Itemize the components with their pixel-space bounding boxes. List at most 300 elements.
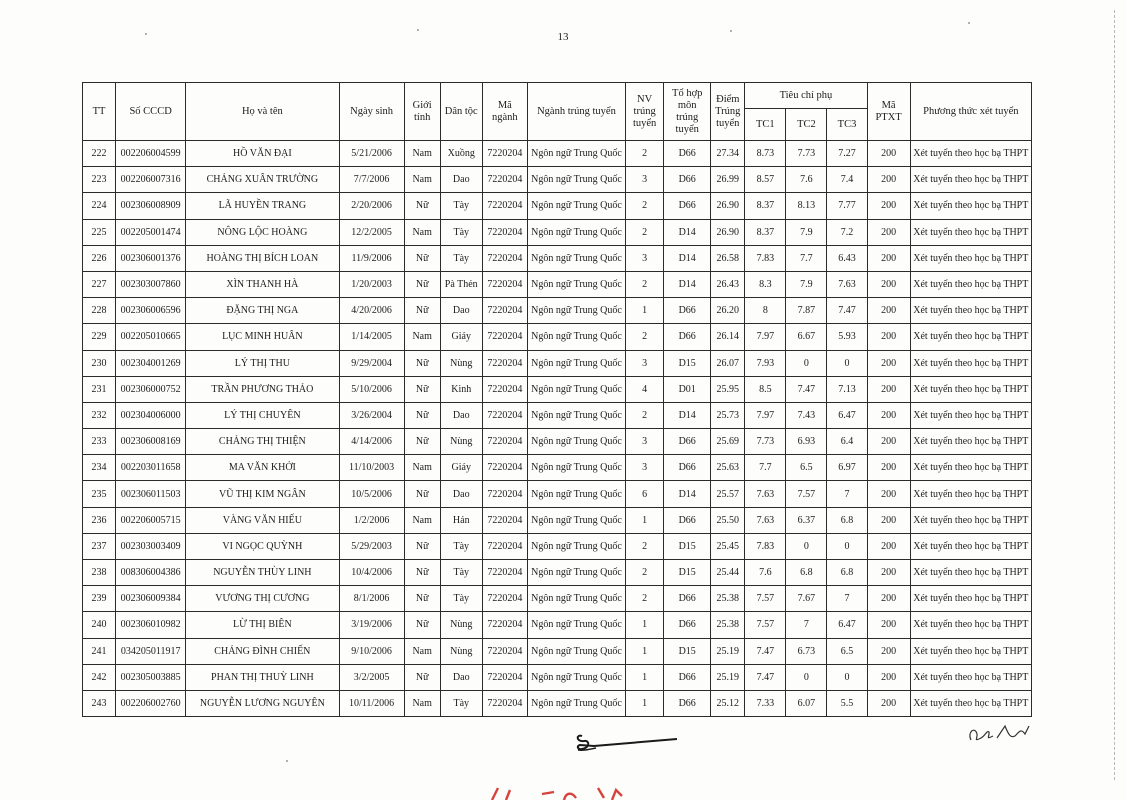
name-cell: HOÀNG THỊ BÍCH LOAN bbox=[186, 245, 339, 271]
method-cell: Xét tuyển theo học bạ THPT bbox=[910, 507, 1031, 533]
dob-cell: 10/4/2006 bbox=[339, 560, 404, 586]
tc3-cell: 6.5 bbox=[827, 638, 867, 664]
ethnicity-cell: Tày bbox=[440, 533, 482, 559]
table-row bbox=[83, 533, 1032, 559]
method-cell: Xét tuyển theo học bạ THPT bbox=[910, 481, 1031, 507]
cccd-cell: 002306006596 bbox=[116, 298, 186, 324]
combo-cell: D14 bbox=[664, 245, 711, 271]
score-cell: 25.73 bbox=[711, 402, 745, 428]
cccd-cell: 002203011658 bbox=[116, 455, 186, 481]
header-major-code: Mã ngành bbox=[482, 83, 527, 141]
table-row bbox=[83, 429, 1032, 455]
combo-cell: D66 bbox=[664, 167, 711, 193]
header-tc3: TC3 bbox=[827, 109, 867, 141]
combo-cell: D15 bbox=[664, 533, 711, 559]
method-cell: Xét tuyển theo học bạ THPT bbox=[910, 638, 1031, 664]
combo-cell: D14 bbox=[664, 219, 711, 245]
gender-cell: Nam bbox=[404, 507, 440, 533]
method-cell: Xét tuyển theo học bạ THPT bbox=[910, 664, 1031, 690]
scan-speck bbox=[968, 22, 970, 24]
gender-cell: Nữ bbox=[404, 612, 440, 638]
method-cell: Xét tuyển theo học bạ THPT bbox=[910, 271, 1031, 297]
tc2-cell: 7.57 bbox=[786, 481, 827, 507]
tc2-cell: 6.37 bbox=[786, 507, 827, 533]
name-cell: LÃ HUYỀN TRANG bbox=[186, 193, 339, 219]
row-number-cell: 225 bbox=[83, 219, 116, 245]
header-tc1: TC1 bbox=[745, 109, 786, 141]
ethnicity-cell: Dao bbox=[440, 167, 482, 193]
row-number-cell: 235 bbox=[83, 481, 116, 507]
method-cell: Xét tuyển theo học bạ THPT bbox=[910, 193, 1031, 219]
name-cell: LỤC MINH HUÂN bbox=[186, 324, 339, 350]
header-name: Họ và tên bbox=[186, 83, 339, 141]
cccd-cell: 002306008909 bbox=[116, 193, 186, 219]
row-number-cell: 238 bbox=[83, 560, 116, 586]
nv-cell: 3 bbox=[626, 455, 664, 481]
cccd-cell: 002306001376 bbox=[116, 245, 186, 271]
tc1-cell: 7.63 bbox=[745, 507, 786, 533]
header-dob: Ngày sinh bbox=[339, 83, 404, 141]
score-cell: 26.90 bbox=[711, 219, 745, 245]
major-name-cell: Ngôn ngữ Trung Quốc bbox=[527, 219, 625, 245]
cccd-cell: 002303007860 bbox=[116, 271, 186, 297]
ethnicity-cell: Xuồng bbox=[440, 141, 482, 167]
score-cell: 26.07 bbox=[711, 350, 745, 376]
dob-cell: 3/2/2005 bbox=[339, 664, 404, 690]
ethnicity-cell: Hán bbox=[440, 507, 482, 533]
table-row bbox=[83, 560, 1032, 586]
header-ptxt-code: Mã PTXT bbox=[867, 83, 910, 141]
cccd-cell: 002303003409 bbox=[116, 533, 186, 559]
gender-cell: Nữ bbox=[404, 533, 440, 559]
tc3-cell: 6.43 bbox=[827, 245, 867, 271]
gender-cell: Nam bbox=[404, 638, 440, 664]
header-major-name: Ngành trúng tuyển bbox=[527, 83, 625, 141]
ethnicity-cell: Pà Thẻn bbox=[440, 271, 482, 297]
name-cell: PHAN THỊ THUỲ LINH bbox=[186, 664, 339, 690]
major-code-cell: 7220204 bbox=[482, 219, 527, 245]
name-cell: VƯƠNG THỊ CƯƠNG bbox=[186, 586, 339, 612]
ptxt-code-cell: 200 bbox=[867, 167, 910, 193]
tc1-cell: 8.57 bbox=[745, 167, 786, 193]
tc1-cell: 7.83 bbox=[745, 245, 786, 271]
row-number-cell: 233 bbox=[83, 429, 116, 455]
dob-cell: 2/20/2006 bbox=[339, 193, 404, 219]
tc2-cell: 7.9 bbox=[786, 271, 827, 297]
major-name-cell: Ngôn ngữ Trung Quốc bbox=[527, 167, 625, 193]
major-name-cell: Ngôn ngữ Trung Quốc bbox=[527, 533, 625, 559]
tc2-cell: 6.07 bbox=[786, 690, 827, 716]
tc3-cell: 6.47 bbox=[827, 612, 867, 638]
major-code-cell: 7220204 bbox=[482, 429, 527, 455]
method-cell: Xét tuyển theo học bạ THPT bbox=[910, 167, 1031, 193]
method-cell: Xét tuyển theo học bạ THPT bbox=[910, 612, 1031, 638]
tc3-cell: 7 bbox=[827, 481, 867, 507]
name-cell: VI NGỌC QUỲNH bbox=[186, 533, 339, 559]
dob-cell: 5/29/2003 bbox=[339, 533, 404, 559]
score-cell: 26.99 bbox=[711, 167, 745, 193]
nv-cell: 3 bbox=[626, 245, 664, 271]
score-cell: 25.12 bbox=[711, 690, 745, 716]
name-cell: MA VĂN KHỞI bbox=[186, 455, 339, 481]
major-code-cell: 7220204 bbox=[482, 560, 527, 586]
signature-mark bbox=[572, 728, 682, 756]
tc1-cell: 7.73 bbox=[745, 429, 786, 455]
major-code-cell: 7220204 bbox=[482, 690, 527, 716]
ethnicity-cell: Dao bbox=[440, 481, 482, 507]
tc2-cell: 7.6 bbox=[786, 167, 827, 193]
table-row bbox=[83, 586, 1032, 612]
tc1-cell: 8.3 bbox=[745, 271, 786, 297]
tc3-cell: 6.8 bbox=[827, 560, 867, 586]
score-cell: 25.38 bbox=[711, 612, 745, 638]
nv-cell: 2 bbox=[626, 193, 664, 219]
nv-cell: 1 bbox=[626, 638, 664, 664]
tc1-cell: 7.83 bbox=[745, 533, 786, 559]
tc1-cell: 8 bbox=[745, 298, 786, 324]
cccd-cell: 002304001269 bbox=[116, 350, 186, 376]
cccd-cell: 002205001474 bbox=[116, 219, 186, 245]
tc1-cell: 7.93 bbox=[745, 350, 786, 376]
major-name-cell: Ngôn ngữ Trung Quốc bbox=[527, 141, 625, 167]
header-tt: TT bbox=[83, 83, 116, 141]
cccd-cell: 002305003885 bbox=[116, 664, 186, 690]
tc3-cell: 6.97 bbox=[827, 455, 867, 481]
row-number-cell: 231 bbox=[83, 376, 116, 402]
cccd-cell: 002306011503 bbox=[116, 481, 186, 507]
combo-cell: D66 bbox=[664, 193, 711, 219]
major-code-cell: 7220204 bbox=[482, 586, 527, 612]
gender-cell: Nữ bbox=[404, 350, 440, 376]
method-cell: Xét tuyển theo học bạ THPT bbox=[910, 298, 1031, 324]
combo-cell: D66 bbox=[664, 690, 711, 716]
header-method: Phương thức xét tuyển bbox=[910, 83, 1031, 141]
combo-cell: D66 bbox=[664, 612, 711, 638]
tc1-cell: 7.57 bbox=[745, 586, 786, 612]
major-code-cell: 7220204 bbox=[482, 271, 527, 297]
dob-cell: 10/11/2006 bbox=[339, 690, 404, 716]
tc1-cell: 7.47 bbox=[745, 664, 786, 690]
dob-cell: 1/20/2003 bbox=[339, 271, 404, 297]
dob-cell: 5/21/2006 bbox=[339, 141, 404, 167]
combo-cell: D66 bbox=[664, 141, 711, 167]
name-cell: NGUYỄN THÙY LINH bbox=[186, 560, 339, 586]
major-code-cell: 7220204 bbox=[482, 298, 527, 324]
tc2-cell: 6.8 bbox=[786, 560, 827, 586]
score-cell: 26.90 bbox=[711, 193, 745, 219]
tc3-cell: 7.13 bbox=[827, 376, 867, 402]
ethnicity-cell: Kinh bbox=[440, 376, 482, 402]
score-cell: 25.38 bbox=[711, 586, 745, 612]
tc1-cell: 8.5 bbox=[745, 376, 786, 402]
tc3-cell: 0 bbox=[827, 533, 867, 559]
ptxt-code-cell: 200 bbox=[867, 350, 910, 376]
ptxt-code-cell: 200 bbox=[867, 533, 910, 559]
score-cell: 25.50 bbox=[711, 507, 745, 533]
major-name-cell: Ngôn ngữ Trung Quốc bbox=[527, 402, 625, 428]
tc3-cell: 5.5 bbox=[827, 690, 867, 716]
ethnicity-cell: Tày bbox=[440, 560, 482, 586]
cccd-cell: 002206002760 bbox=[116, 690, 186, 716]
combo-cell: D14 bbox=[664, 481, 711, 507]
name-cell: CHẢNG THỊ THIỆN bbox=[186, 429, 339, 455]
header-cccd: Số CCCD bbox=[116, 83, 186, 141]
name-cell: HỒ VĂN ĐẠI bbox=[186, 141, 339, 167]
major-code-cell: 7220204 bbox=[482, 533, 527, 559]
ptxt-code-cell: 200 bbox=[867, 324, 910, 350]
major-code-cell: 7220204 bbox=[482, 350, 527, 376]
major-name-cell: Ngôn ngữ Trung Quốc bbox=[527, 586, 625, 612]
score-cell: 25.69 bbox=[711, 429, 745, 455]
major-code-cell: 7220204 bbox=[482, 402, 527, 428]
major-name-cell: Ngôn ngữ Trung Quốc bbox=[527, 429, 625, 455]
header-gender: Giới tính bbox=[404, 83, 440, 141]
major-name-cell: Ngôn ngữ Trung Quốc bbox=[527, 350, 625, 376]
nv-cell: 2 bbox=[626, 271, 664, 297]
nv-cell: 2 bbox=[626, 141, 664, 167]
ethnicity-cell: Tày bbox=[440, 245, 482, 271]
name-cell: LÝ THỊ THU bbox=[186, 350, 339, 376]
name-cell: LỪ THỊ BIÊN bbox=[186, 612, 339, 638]
dob-cell: 9/29/2004 bbox=[339, 350, 404, 376]
method-cell: Xét tuyển theo học bạ THPT bbox=[910, 350, 1031, 376]
ptxt-code-cell: 200 bbox=[867, 298, 910, 324]
nv-cell: 3 bbox=[626, 167, 664, 193]
name-cell: TRẦN PHƯƠNG THẢO bbox=[186, 376, 339, 402]
table-row bbox=[83, 402, 1032, 428]
dob-cell: 4/20/2006 bbox=[339, 298, 404, 324]
tc2-cell: 8.13 bbox=[786, 193, 827, 219]
gender-cell: Nữ bbox=[404, 298, 440, 324]
score-cell: 26.58 bbox=[711, 245, 745, 271]
nv-cell: 4 bbox=[626, 376, 664, 402]
table-row bbox=[83, 455, 1032, 481]
table-row bbox=[83, 193, 1032, 219]
row-number-cell: 232 bbox=[83, 402, 116, 428]
cccd-cell: 002206007316 bbox=[116, 167, 186, 193]
table-row bbox=[83, 324, 1032, 350]
cccd-cell: 002206004599 bbox=[116, 141, 186, 167]
row-number-cell: 237 bbox=[83, 533, 116, 559]
nv-cell: 1 bbox=[626, 690, 664, 716]
name-cell: VŨ THỊ KIM NGÂN bbox=[186, 481, 339, 507]
row-number-cell: 242 bbox=[83, 664, 116, 690]
major-name-cell: Ngôn ngữ Trung Quốc bbox=[527, 481, 625, 507]
ptxt-code-cell: 200 bbox=[867, 376, 910, 402]
dob-cell: 4/14/2006 bbox=[339, 429, 404, 455]
table-row bbox=[83, 271, 1032, 297]
major-code-cell: 7220204 bbox=[482, 245, 527, 271]
dob-cell: 11/9/2006 bbox=[339, 245, 404, 271]
table-row bbox=[83, 507, 1032, 533]
ethnicity-cell: Nùng bbox=[440, 350, 482, 376]
name-cell: NGUYỄN LƯƠNG NGUYÊN bbox=[186, 690, 339, 716]
gender-cell: Nam bbox=[404, 167, 440, 193]
ptxt-code-cell: 200 bbox=[867, 690, 910, 716]
major-name-cell: Ngôn ngữ Trung Quốc bbox=[527, 455, 625, 481]
tc3-cell: 7.4 bbox=[827, 167, 867, 193]
ethnicity-cell: Giáy bbox=[440, 455, 482, 481]
row-number-cell: 236 bbox=[83, 507, 116, 533]
cccd-cell: 002306009384 bbox=[116, 586, 186, 612]
ptxt-code-cell: 200 bbox=[867, 560, 910, 586]
header-tc2: TC2 bbox=[786, 109, 827, 141]
tc3-cell: 5.93 bbox=[827, 324, 867, 350]
tc3-cell: 0 bbox=[827, 664, 867, 690]
major-name-cell: Ngôn ngữ Trung Quốc bbox=[527, 376, 625, 402]
table-header bbox=[83, 83, 1032, 141]
row-number-cell: 241 bbox=[83, 638, 116, 664]
method-cell: Xét tuyển theo học bạ THPT bbox=[910, 324, 1031, 350]
cccd-cell: 002206005715 bbox=[116, 507, 186, 533]
tc2-cell: 7.73 bbox=[786, 141, 827, 167]
dob-cell: 5/10/2006 bbox=[339, 376, 404, 402]
tc2-cell: 0 bbox=[786, 350, 827, 376]
major-name-cell: Ngôn ngữ Trung Quốc bbox=[527, 612, 625, 638]
dob-cell: 12/2/2005 bbox=[339, 219, 404, 245]
table-row bbox=[83, 141, 1032, 167]
major-name-cell: Ngôn ngữ Trung Quốc bbox=[527, 271, 625, 297]
ethnicity-cell: Tày bbox=[440, 690, 482, 716]
dob-cell: 1/2/2006 bbox=[339, 507, 404, 533]
row-number-cell: 234 bbox=[83, 455, 116, 481]
gender-cell: Nữ bbox=[404, 193, 440, 219]
page-number: 13 bbox=[557, 31, 569, 43]
scan-speck bbox=[286, 760, 288, 762]
ptxt-code-cell: 200 bbox=[867, 271, 910, 297]
tc2-cell: 6.73 bbox=[786, 638, 827, 664]
gender-cell: Nữ bbox=[404, 429, 440, 455]
ethnicity-cell: Dao bbox=[440, 664, 482, 690]
tc1-cell: 7.97 bbox=[745, 324, 786, 350]
combo-cell: D14 bbox=[664, 271, 711, 297]
ptxt-code-cell: 200 bbox=[867, 141, 910, 167]
combo-cell: D66 bbox=[664, 664, 711, 690]
gender-cell: Nữ bbox=[404, 402, 440, 428]
row-number-cell: 239 bbox=[83, 586, 116, 612]
table-row bbox=[83, 664, 1032, 690]
nv-cell: 2 bbox=[626, 560, 664, 586]
row-number-cell: 224 bbox=[83, 193, 116, 219]
row-number-cell: 227 bbox=[83, 271, 116, 297]
cccd-cell: 008306004386 bbox=[116, 560, 186, 586]
scan-edge-line bbox=[1114, 10, 1116, 780]
table-row bbox=[83, 245, 1032, 271]
tc2-cell: 7.87 bbox=[786, 298, 827, 324]
method-cell: Xét tuyển theo học bạ THPT bbox=[910, 533, 1031, 559]
combo-cell: D66 bbox=[664, 586, 711, 612]
score-cell: 25.45 bbox=[711, 533, 745, 559]
score-cell: 25.44 bbox=[711, 560, 745, 586]
major-code-cell: 7220204 bbox=[482, 664, 527, 690]
combo-cell: D66 bbox=[664, 455, 711, 481]
nv-cell: 1 bbox=[626, 612, 664, 638]
table-row bbox=[83, 219, 1032, 245]
score-cell: 25.19 bbox=[711, 638, 745, 664]
tc2-cell: 0 bbox=[786, 664, 827, 690]
tc1-cell: 7.63 bbox=[745, 481, 786, 507]
method-cell: Xét tuyển theo học bạ THPT bbox=[910, 402, 1031, 428]
tc1-cell: 7.57 bbox=[745, 612, 786, 638]
ptxt-code-cell: 200 bbox=[867, 507, 910, 533]
initials-mark bbox=[965, 718, 1035, 748]
major-code-cell: 7220204 bbox=[482, 193, 527, 219]
tc3-cell: 6.47 bbox=[827, 402, 867, 428]
tc2-cell: 6.5 bbox=[786, 455, 827, 481]
nv-cell: 1 bbox=[626, 664, 664, 690]
dob-cell: 7/7/2006 bbox=[339, 167, 404, 193]
table-row bbox=[83, 350, 1032, 376]
tc1-cell: 8.37 bbox=[745, 193, 786, 219]
tc2-cell: 6.93 bbox=[786, 429, 827, 455]
major-code-cell: 7220204 bbox=[482, 324, 527, 350]
combo-cell: D14 bbox=[664, 402, 711, 428]
header-score: Điểm Trúng tuyển bbox=[711, 83, 745, 141]
ethnicity-cell: Nùng bbox=[440, 638, 482, 664]
major-name-cell: Ngôn ngữ Trung Quốc bbox=[527, 507, 625, 533]
ptxt-code-cell: 200 bbox=[867, 193, 910, 219]
cccd-cell: 002306000752 bbox=[116, 376, 186, 402]
method-cell: Xét tuyển theo học bạ THPT bbox=[910, 376, 1031, 402]
combo-cell: D66 bbox=[664, 507, 711, 533]
method-cell: Xét tuyển theo học bạ THPT bbox=[910, 690, 1031, 716]
major-code-cell: 7220204 bbox=[482, 141, 527, 167]
dob-cell: 10/5/2006 bbox=[339, 481, 404, 507]
row-number-cell: 228 bbox=[83, 298, 116, 324]
method-cell: Xét tuyển theo học bạ THPT bbox=[910, 586, 1031, 612]
table-row bbox=[83, 376, 1032, 402]
tc2-cell: 7 bbox=[786, 612, 827, 638]
tc3-cell: 6.8 bbox=[827, 507, 867, 533]
ptxt-code-cell: 200 bbox=[867, 638, 910, 664]
nv-cell: 2 bbox=[626, 324, 664, 350]
row-number-cell: 243 bbox=[83, 690, 116, 716]
gender-cell: Nữ bbox=[404, 586, 440, 612]
tc1-cell: 7.7 bbox=[745, 455, 786, 481]
admission-results-table bbox=[82, 82, 1032, 717]
score-cell: 26.14 bbox=[711, 324, 745, 350]
table-row bbox=[83, 167, 1032, 193]
dob-cell: 8/1/2006 bbox=[339, 586, 404, 612]
nv-cell: 2 bbox=[626, 586, 664, 612]
tc1-cell: 7.33 bbox=[745, 690, 786, 716]
major-code-cell: 7220204 bbox=[482, 376, 527, 402]
dob-cell: 9/10/2006 bbox=[339, 638, 404, 664]
major-name-cell: Ngôn ngữ Trung Quốc bbox=[527, 638, 625, 664]
major-name-cell: Ngôn ngữ Trung Quốc bbox=[527, 560, 625, 586]
red-stamp-fragment bbox=[480, 784, 650, 800]
ethnicity-cell: Dao bbox=[440, 402, 482, 428]
scan-speck bbox=[730, 30, 732, 32]
score-cell: 26.43 bbox=[711, 271, 745, 297]
ptxt-code-cell: 200 bbox=[867, 455, 910, 481]
table-row bbox=[83, 298, 1032, 324]
nv-cell: 6 bbox=[626, 481, 664, 507]
row-number-cell: 222 bbox=[83, 141, 116, 167]
major-name-cell: Ngôn ngữ Trung Quốc bbox=[527, 245, 625, 271]
score-cell: 25.57 bbox=[711, 481, 745, 507]
tc3-cell: 7.77 bbox=[827, 193, 867, 219]
tc2-cell: 7.9 bbox=[786, 219, 827, 245]
gender-cell: Nam bbox=[404, 455, 440, 481]
ethnicity-cell: Nùng bbox=[440, 612, 482, 638]
combo-cell: D01 bbox=[664, 376, 711, 402]
ethnicity-cell: Tày bbox=[440, 193, 482, 219]
row-number-cell: 240 bbox=[83, 612, 116, 638]
nv-cell: 2 bbox=[626, 219, 664, 245]
score-cell: 27.34 bbox=[711, 141, 745, 167]
nv-cell: 2 bbox=[626, 533, 664, 559]
